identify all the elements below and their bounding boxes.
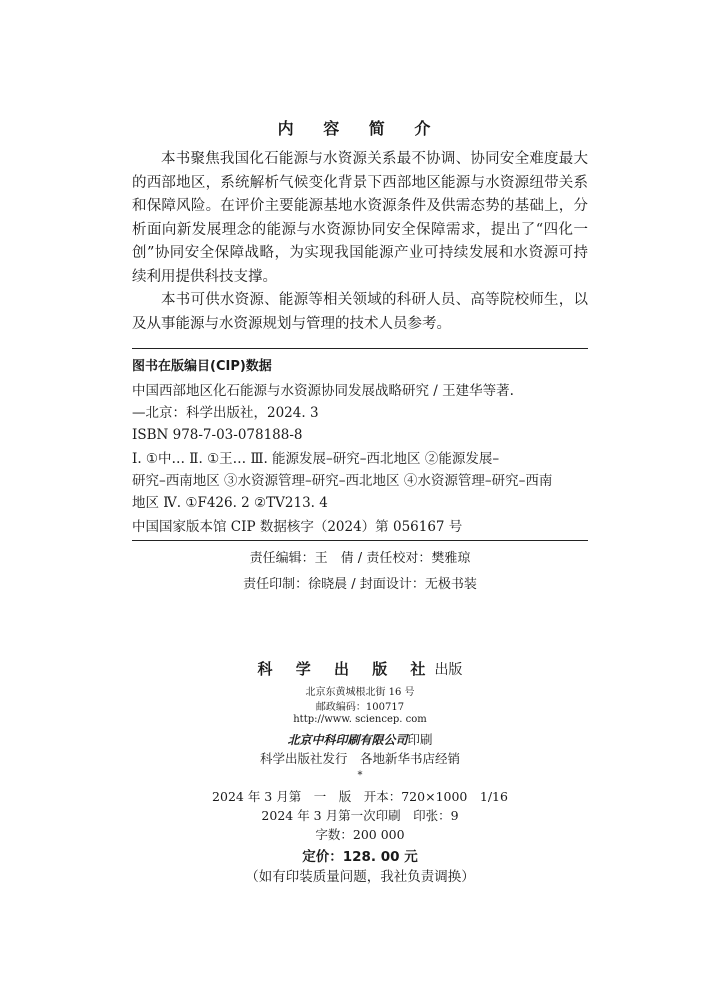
intro-section	[132, 148, 588, 336]
publisher-suffix: 出版	[434, 662, 463, 678]
publisher-postcode: 邮政编码：100717	[315, 702, 405, 713]
cip-subject-line-3: 地区 Ⅳ. ①F426. 2 ②TV213. 4	[132, 495, 328, 511]
cip-title-line: 中国西部地区化石能源与水资源协同发展战略研究 / 王建华等著.	[132, 383, 514, 399]
word-count: 字数：200 000	[315, 827, 405, 842]
cip-library-number: 中国国家版本馆 CIP 数据核字（2024）第 056167 号	[132, 519, 463, 535]
publisher-address: 北京东黄城根北街 16 号	[305, 687, 415, 698]
cip-subject-line-1: Ⅰ. ①中… Ⅱ. ①王… Ⅲ. 能源发展–研究–西北地区 ②能源发展–	[132, 451, 500, 467]
separator-star: *	[357, 770, 363, 781]
page-title: 内 容 简 介	[277, 119, 443, 138]
cip-bottom-rule	[132, 540, 588, 541]
cip-top-rule	[132, 348, 588, 349]
cip-publisher-line: —北京：科学出版社，2024. 3	[132, 405, 319, 421]
edition-line: 2024 年 3 月第 一 版 开本：720×1000 1/16	[212, 789, 508, 804]
printer-suffix: 印刷	[407, 732, 433, 747]
printing-design-line: 责任印制：徐晓晨 / 封面设计：无极书装	[243, 577, 477, 592]
printer-name: 北京中科印刷有限公司	[287, 733, 408, 747]
publisher-name: 科 学 出 版 社	[257, 660, 435, 678]
distribution-line: 科学出版社发行 各地新华书店经销	[259, 751, 460, 766]
quality-note: （如有印装质量问题，我社负责调换）	[245, 869, 475, 885]
printing-line: 2024 年 3 月第一次印刷 印张：9	[261, 808, 459, 823]
printer-line	[0, 729, 720, 748]
editor-line: 责任编辑：王 倩 / 责任校对：樊雅琼	[249, 551, 471, 566]
publisher-line	[0, 658, 720, 679]
intro-paragraph-1: 本书聚焦我国化石能源与水资源关系最不协调、协同安全难度最大的西部地区，系统解析气候变化背景下西部地区能源与水资源纽带关系和保障风险。在评价主要能源基地水资源条件及供需态势的基础上，分析面向新发展理念的能源与水资源协同安全保障需求，提出了“四化一创”协同安全保障战略，为实现我国能源产业可持续发展和水资源可持续利用提供科技支撑。	[132, 151, 588, 285]
cip-isbn: ISBN 978-7-03-078188-8	[132, 427, 303, 443]
publisher-url: http://www. sciencep. com	[293, 714, 427, 725]
cip-heading: 图书在版编目(CIP)数据	[132, 359, 272, 374]
intro-paragraph-2: 本书可供水资源、能源等相关领域的科研人员、高等院校师生，以及从事能源与水资源规划与管理的技术人员参考。	[132, 292, 588, 332]
price: 定价：128. 00 元	[302, 849, 418, 865]
cip-subject-line-2: 研究–西南地区 ③水资源管理–研究–西北地区 ④水资源管理–研究–西南	[132, 473, 553, 489]
